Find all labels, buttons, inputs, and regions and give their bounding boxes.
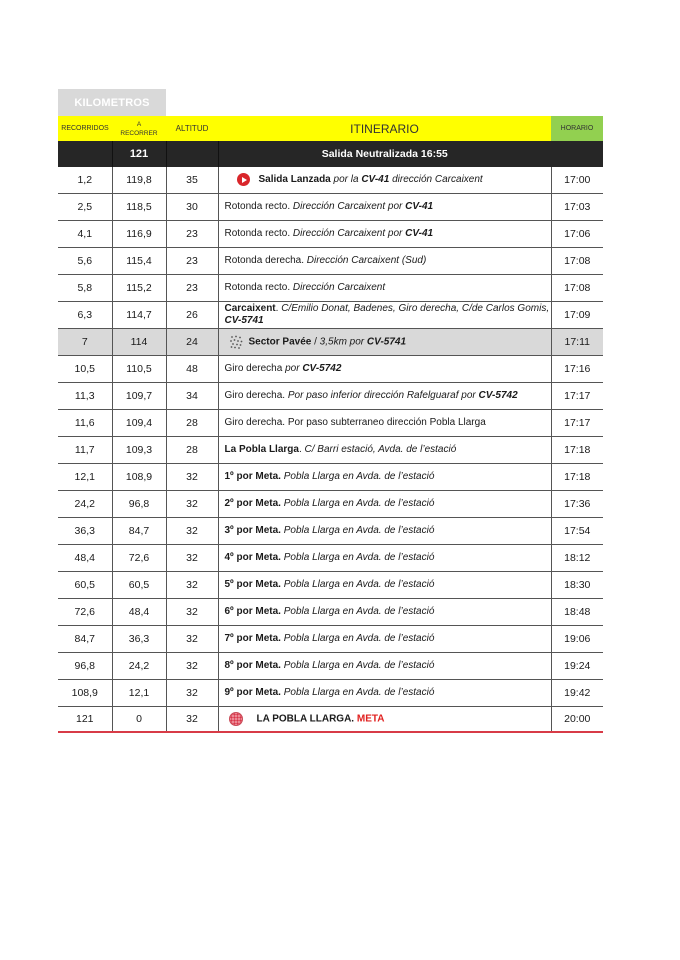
- itinerario-segment: Pobla Llarga en Avda. de l’estació: [280, 498, 435, 509]
- start-recorridos: [58, 141, 112, 167]
- itinerario-segment: La Pobla Llarga: [224, 444, 299, 455]
- itinerario-text: [218, 410, 551, 437]
- km-recorridos: 2,5: [58, 194, 112, 221]
- header-altitud: ALTITUD: [166, 116, 218, 141]
- itinerario-segment: Dirección Carcaixent por: [292, 201, 406, 212]
- altitud: 32: [166, 491, 218, 518]
- itinerario-segment: CV-5741: [366, 336, 407, 348]
- itinerario-segment: CV-41: [361, 174, 390, 186]
- itinerario-segment: dirección Carcaixent: [389, 174, 483, 186]
- km-a-recorrer: 118,5: [112, 194, 166, 221]
- header-a-recorrer-line1: A: [136, 120, 142, 128]
- itinerario-text: [218, 680, 551, 707]
- itinerario-segment: por: [285, 363, 303, 374]
- altitud: 32: [166, 518, 218, 545]
- itinerario-segment: 3º por Meta.: [224, 525, 281, 536]
- horario: 17:17: [551, 410, 603, 437]
- horario: 17:03: [551, 194, 603, 221]
- km-recorridos: 12,1: [58, 464, 112, 491]
- km-a-recorrer: 115,2: [112, 275, 166, 302]
- altitud: 32: [166, 464, 218, 491]
- itinerario-segment: Pobla Llarga en Avda. de l’estació: [280, 579, 435, 590]
- itinerario-text: [218, 545, 551, 572]
- altitud: 32: [166, 653, 218, 680]
- play-icon: [237, 173, 250, 186]
- horario: 17:00: [551, 167, 603, 194]
- itinerario-segment: 5º por Meta.: [224, 579, 281, 590]
- km-a-recorrer: 114: [112, 329, 166, 356]
- itinerario-text: [218, 518, 551, 545]
- km-a-recorrer: 0: [112, 707, 166, 733]
- km-recorridos: 4,1: [58, 221, 112, 248]
- horario: 17:08: [551, 275, 603, 302]
- itinerario-text: [218, 329, 551, 356]
- itinerario-segment: C/Emilio Donat, Badenes, Giro derecha, C/de Carlos Gomis,: [281, 303, 550, 314]
- km-a-recorrer: 119,8: [112, 167, 166, 194]
- itinerario-segment: CV-5742: [302, 363, 342, 374]
- km-recorridos: 108,9: [58, 680, 112, 707]
- itinerary-row: [58, 356, 603, 383]
- itinerary-row: [58, 491, 603, 518]
- itinerario-segment: Dirección Carcaixent por: [292, 228, 406, 239]
- itinerary-row: [58, 599, 603, 626]
- altitud: 32: [166, 572, 218, 599]
- km-a-recorrer: 110,5: [112, 356, 166, 383]
- horario: 19:42: [551, 680, 603, 707]
- km-a-recorrer: 96,8: [112, 491, 166, 518]
- itinerary-row: [58, 707, 603, 733]
- horario: 17:16: [551, 356, 603, 383]
- horario: 19:06: [551, 626, 603, 653]
- start-altitud: [166, 141, 218, 167]
- itinerario-segment: CV-41: [405, 228, 434, 239]
- altitud: 24: [166, 329, 218, 356]
- itinerary-row: [58, 437, 603, 464]
- altitud: 48: [166, 356, 218, 383]
- itinerario-text: [218, 572, 551, 599]
- horario: 18:48: [551, 599, 603, 626]
- itinerario-segment: Giro derecha.: [224, 390, 288, 401]
- altitud: 26: [166, 302, 218, 329]
- itinerary-row: [58, 302, 603, 329]
- header-itinerario: ITINERARIO: [218, 116, 551, 141]
- horario: 17:11: [551, 329, 603, 356]
- itinerario-segment: CV-5741: [224, 315, 264, 326]
- km-a-recorrer: 12,1: [112, 680, 166, 707]
- itinerario-segment: Dirección Carcaixent (Sud): [306, 255, 427, 266]
- km-a-recorrer: 24,2: [112, 653, 166, 680]
- altitud: 34: [166, 383, 218, 410]
- itinerario-segment: .: [275, 303, 282, 314]
- km-recorridos: 84,7: [58, 626, 112, 653]
- itinerario-segment: Rotonda recto.: [224, 228, 293, 239]
- altitud: 35: [166, 167, 218, 194]
- itinerary-table: [58, 116, 603, 733]
- km-recorridos: 11,3: [58, 383, 112, 410]
- itinerario-text: [218, 599, 551, 626]
- itinerario-text: [218, 194, 551, 221]
- itinerary-row: [58, 410, 603, 437]
- km-recorridos: 11,6: [58, 410, 112, 437]
- pave-icon: [229, 335, 243, 349]
- km-recorridos: 60,5: [58, 572, 112, 599]
- altitud: 30: [166, 194, 218, 221]
- altitud: 23: [166, 221, 218, 248]
- itinerary-row: [58, 464, 603, 491]
- horario: 18:30: [551, 572, 603, 599]
- itinerario-segment: Por paso inferior dirección Rafelguaraf por: [287, 390, 479, 401]
- km-recorridos: 24,2: [58, 491, 112, 518]
- itinerario-segment: LA POBLA LLARGA.: [256, 713, 357, 725]
- km-a-recorrer: 108,9: [112, 464, 166, 491]
- km-a-recorrer: 116,9: [112, 221, 166, 248]
- km-a-recorrer: 72,6: [112, 545, 166, 572]
- km-a-recorrer: 115,4: [112, 248, 166, 275]
- itinerario-segment: Dirección Carcaixent: [292, 282, 386, 293]
- itinerario-text: [218, 275, 551, 302]
- altitud: 32: [166, 680, 218, 707]
- kilometros-section-label: KILOMETROS: [58, 89, 166, 116]
- km-recorridos: 5,6: [58, 248, 112, 275]
- itinerario-text: [218, 491, 551, 518]
- itinerary-row: [58, 653, 603, 680]
- itinerario-segment: Rotonda recto.: [224, 282, 293, 293]
- itinerario-segment: Carcaixent: [224, 303, 276, 314]
- km-a-recorrer: 109,3: [112, 437, 166, 464]
- itinerary-row: [58, 275, 603, 302]
- itinerario-text: [218, 437, 551, 464]
- itinerary-row: [58, 194, 603, 221]
- km-recorridos: 6,3: [58, 302, 112, 329]
- itinerary-row: [58, 545, 603, 572]
- itinerario-text: [218, 707, 551, 733]
- altitud: 32: [166, 545, 218, 572]
- itinerario-segment: /: [311, 336, 320, 348]
- altitud: 32: [166, 599, 218, 626]
- km-recorridos: 5,8: [58, 275, 112, 302]
- horario: 17:06: [551, 221, 603, 248]
- km-a-recorrer: 60,5: [112, 572, 166, 599]
- itinerary-row: [58, 248, 603, 275]
- itinerario-segment: Pobla Llarga en Avda. de l’estació: [280, 633, 435, 644]
- itinerario-segment: Pobla Llarga en Avda. de l’estació: [280, 660, 435, 671]
- itinerario-segment: 7º por Meta.: [224, 633, 281, 644]
- itinerario-segment: .: [298, 444, 305, 455]
- km-recorridos: 72,6: [58, 599, 112, 626]
- km-a-recorrer: 109,4: [112, 410, 166, 437]
- km-a-recorrer: 114,7: [112, 302, 166, 329]
- itinerary-row: [58, 626, 603, 653]
- horario: 17:08: [551, 248, 603, 275]
- km-recorridos: 1,2: [58, 167, 112, 194]
- itinerario-text: [218, 653, 551, 680]
- km-recorridos: 10,5: [58, 356, 112, 383]
- itinerario-segment: 9º por Meta.: [224, 687, 281, 698]
- km-recorridos: 48,4: [58, 545, 112, 572]
- km-recorridos: 36,3: [58, 518, 112, 545]
- altitud: 23: [166, 248, 218, 275]
- itinerario-segment: C/ Barri estació, Avda. de l’estació: [304, 444, 457, 455]
- horario: 20:00: [551, 707, 603, 733]
- itinerario-segment: Rotonda derecha.: [224, 255, 307, 266]
- altitud: 28: [166, 410, 218, 437]
- altitud: 32: [166, 626, 218, 653]
- itinerario-text: [218, 167, 551, 194]
- altitud: 28: [166, 437, 218, 464]
- header-horario: HORARIO: [551, 116, 603, 141]
- itinerary-row: [58, 572, 603, 599]
- header-a-recorrer: [112, 116, 166, 141]
- horario: 18:12: [551, 545, 603, 572]
- km-a-recorrer: 109,7: [112, 383, 166, 410]
- km-a-recorrer: 36,3: [112, 626, 166, 653]
- itinerario-segment: 2º por Meta.: [224, 498, 281, 509]
- itinerary-row: [58, 383, 603, 410]
- itinerario-segment: 4º por Meta.: [224, 552, 281, 563]
- itinerario-segment: Salida Lanzada: [258, 174, 331, 186]
- altitud: 32: [166, 707, 218, 733]
- header-recorridos: RECORRIDOS: [58, 116, 112, 141]
- km-recorridos: 11,7: [58, 437, 112, 464]
- header-a-recorrer-line2: RECORRER: [120, 129, 158, 137]
- km-recorridos: 121: [58, 707, 112, 733]
- itinerary-row: [58, 518, 603, 545]
- itinerario-segment: CV-5742: [478, 390, 518, 401]
- itinerario-text: [218, 356, 551, 383]
- itinerario-text: [218, 221, 551, 248]
- itinerario-segment: 3,5km por: [319, 336, 367, 348]
- itinerario-segment: Pobla Llarga en Avda. de l’estació: [280, 525, 435, 536]
- itinerario-segment: Giro derecha. Por paso subterraneo dirección Pobla Llarga: [224, 417, 486, 428]
- horario: 17:36: [551, 491, 603, 518]
- itinerario-segment: Pobla Llarga en Avda. de l’estació: [280, 687, 435, 698]
- horario: 17:18: [551, 437, 603, 464]
- itinerario-text: [218, 464, 551, 491]
- finish-flag-icon: [229, 712, 243, 726]
- altitud: 23: [166, 275, 218, 302]
- horario: 19:24: [551, 653, 603, 680]
- horario: 17:17: [551, 383, 603, 410]
- km-a-recorrer: 48,4: [112, 599, 166, 626]
- itinerario-segment: 1º por Meta.: [224, 471, 281, 482]
- itinerary-row: [58, 680, 603, 707]
- start-a-recorrer: 121: [112, 141, 166, 167]
- itinerario-segment: Pobla Llarga en Avda. de l’estació: [280, 471, 435, 482]
- itinerario-segment: 8º por Meta.: [224, 660, 281, 671]
- itinerario-segment: Pobla Llarga en Avda. de l’estació: [280, 606, 435, 617]
- header-row: [58, 116, 603, 141]
- horario: 17:18: [551, 464, 603, 491]
- itinerario-segment: META: [356, 713, 385, 725]
- itinerario-text: [218, 248, 551, 275]
- itinerary-row: [58, 167, 603, 194]
- itinerario-segment: Sector Pavée: [248, 336, 312, 348]
- km-recorridos: 96,8: [58, 653, 112, 680]
- itinerario-text: [218, 302, 551, 329]
- itinerario-segment: Pobla Llarga en Avda. de l’estació: [280, 552, 435, 563]
- start-horario: [551, 141, 603, 167]
- itinerario-text: [218, 626, 551, 653]
- itinerary-row: [58, 329, 603, 356]
- itinerario-segment: CV-41: [405, 201, 434, 212]
- horario: 17:54: [551, 518, 603, 545]
- itinerary-row: [58, 221, 603, 248]
- itinerario-segment: por la: [330, 174, 362, 186]
- km-a-recorrer: 84,7: [112, 518, 166, 545]
- start-row: [58, 141, 603, 167]
- itinerario-segment: Rotonda recto.: [224, 201, 293, 212]
- km-recorridos: 7: [58, 329, 112, 356]
- itinerario-segment: Giro derecha: [224, 363, 286, 374]
- horario: 17:09: [551, 302, 603, 329]
- start-text: Salida Neutralizada 16:55: [218, 141, 551, 167]
- itinerario-segment: 6º por Meta.: [224, 606, 281, 617]
- itinerario-text: [218, 383, 551, 410]
